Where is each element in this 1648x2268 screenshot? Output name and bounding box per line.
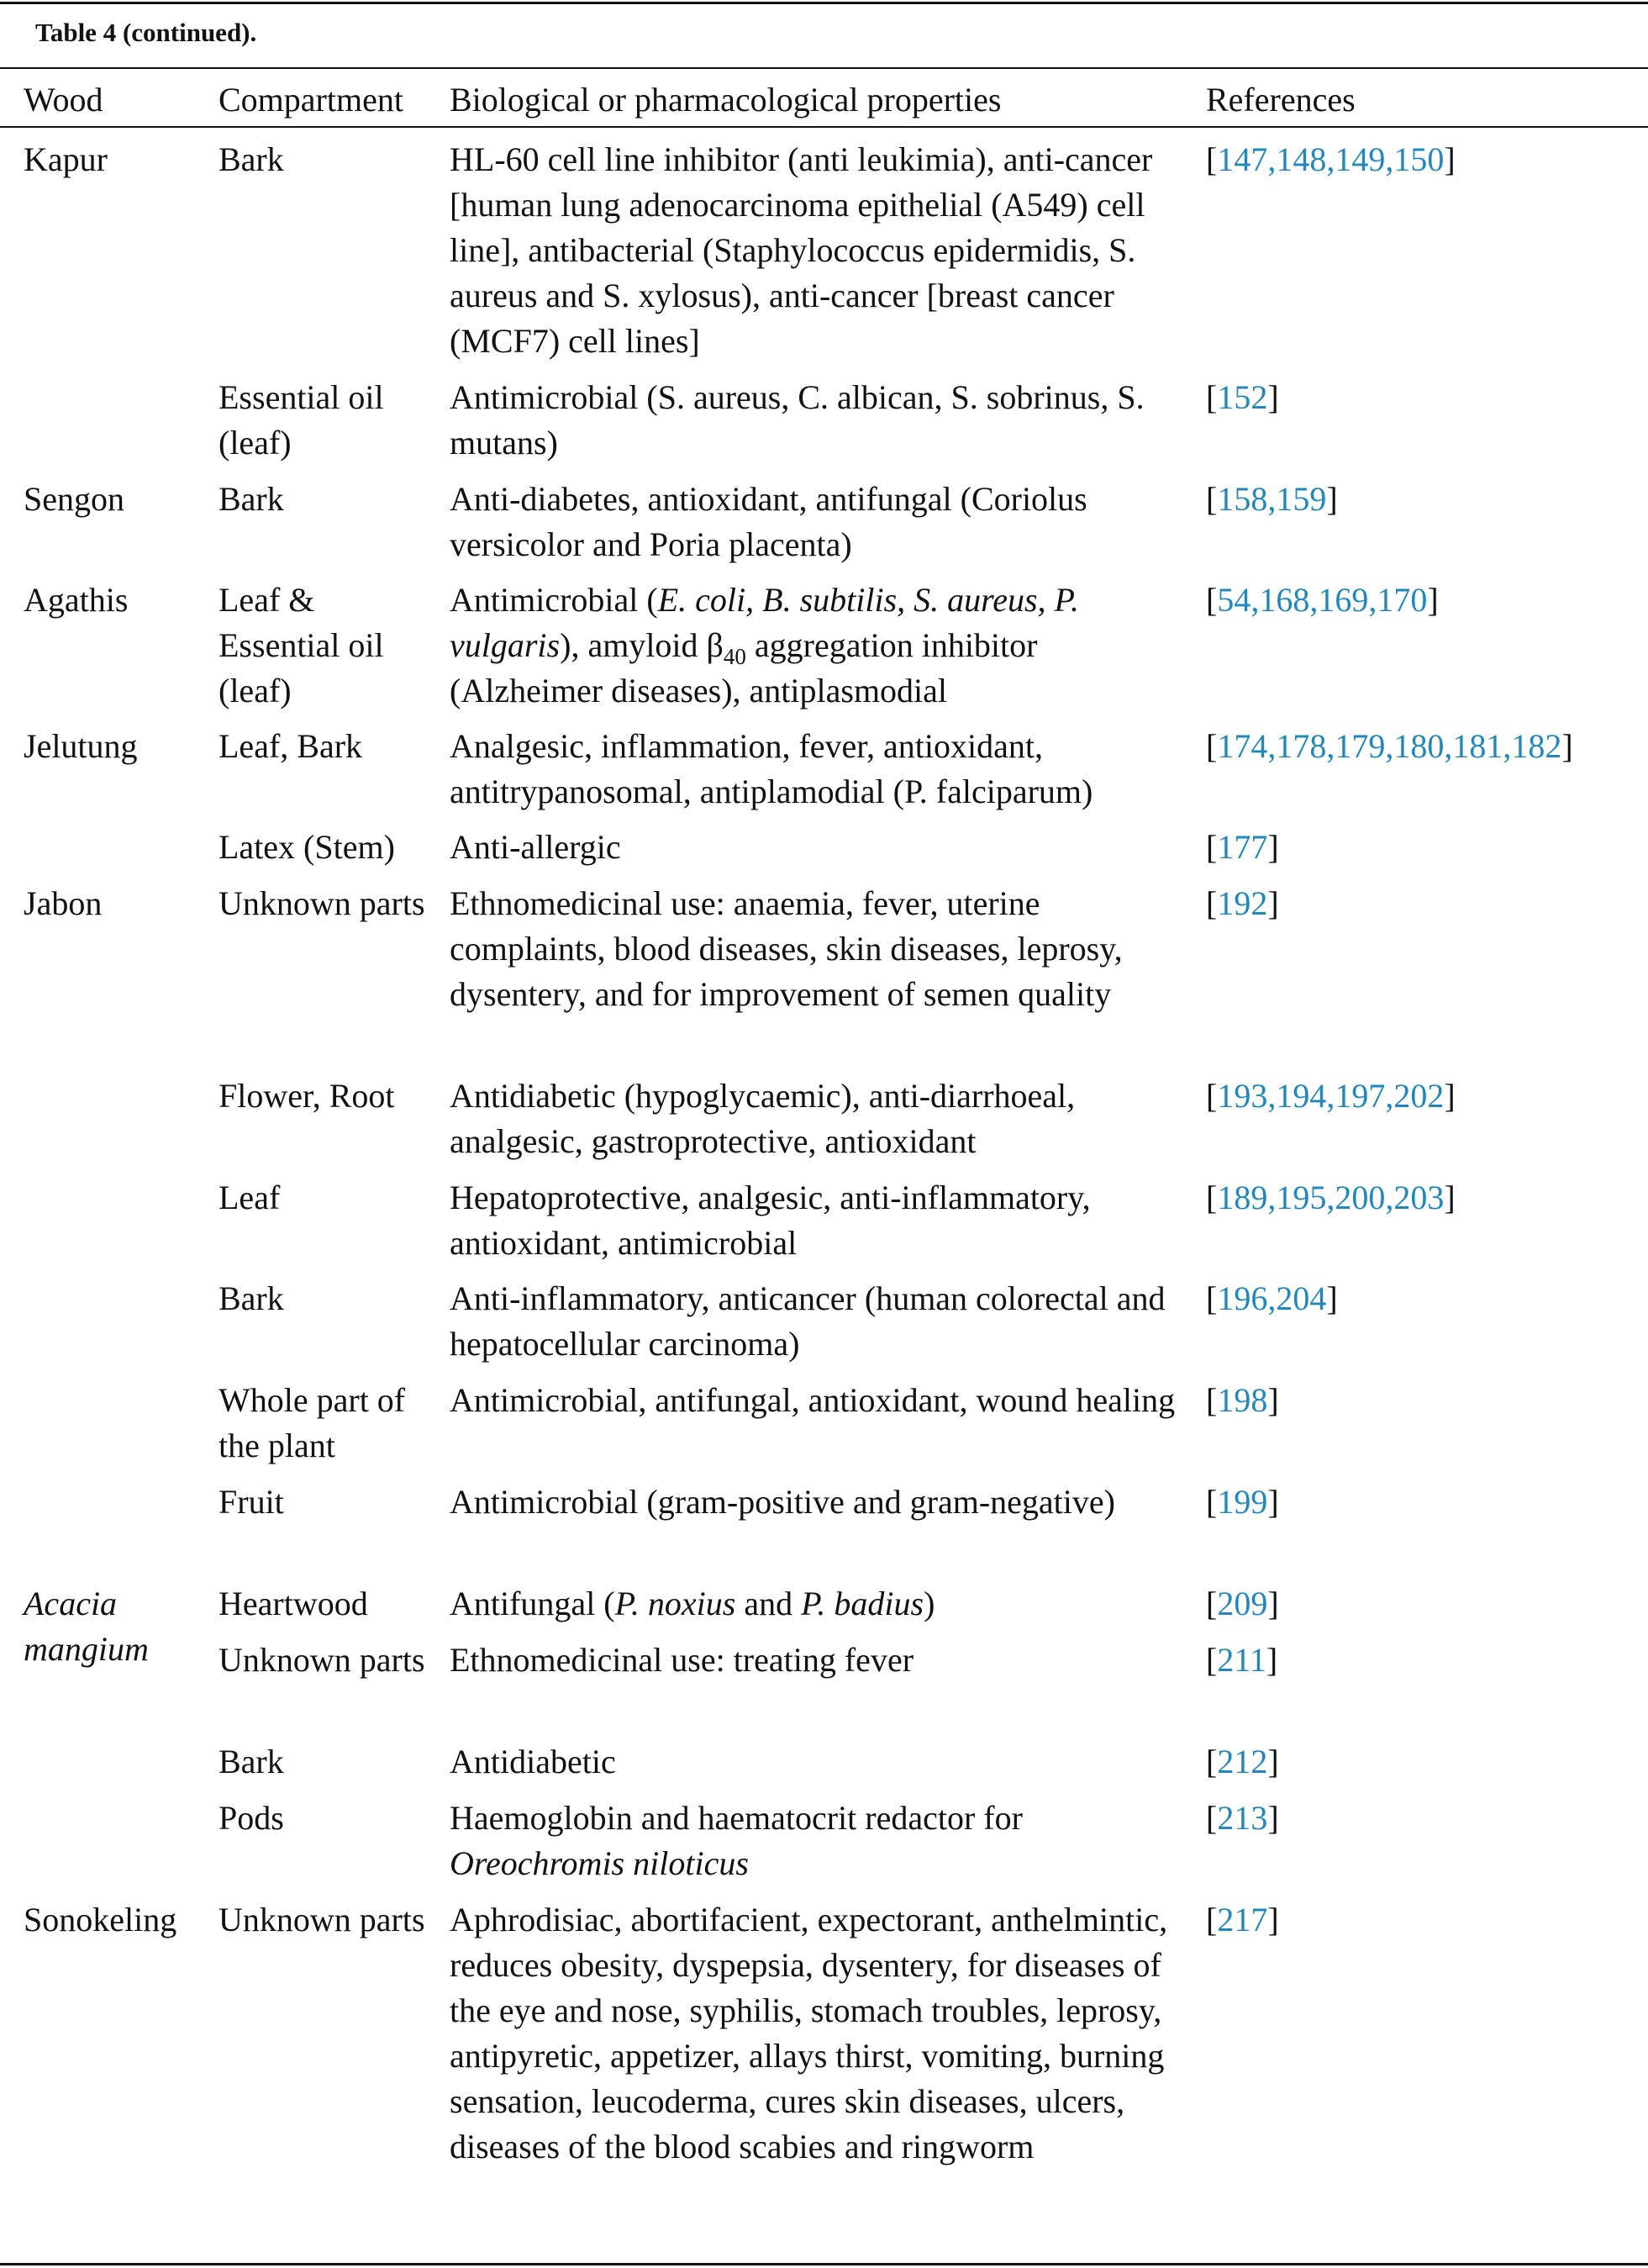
table-row (0, 1739, 1648, 1796)
compartment-cell: Latex (Stem) (219, 828, 395, 866)
properties-cell: Antimicrobial, antifungal, antioxidant, wound healing (450, 1381, 1176, 1419)
reference-links[interactable]: 213 (1217, 1799, 1268, 1837)
reference-links[interactable]: 174,178,179,180,181,182 (1217, 727, 1562, 765)
table-row (0, 477, 1648, 578)
references-cell: [174,178,179,180,181,182] (1206, 727, 1573, 765)
reference-links[interactable]: 54,168,169,170 (1217, 581, 1428, 619)
reference-links[interactable]: 211 (1217, 1641, 1266, 1679)
compartment-cell: Unknown parts (219, 1641, 425, 1679)
properties-cell: Analgesic, inflammation, fever, antioxidant, antitrypanosomal, antiplamodial (P. falciparum) (450, 727, 1093, 810)
reference-links[interactable]: 177 (1217, 828, 1268, 866)
compartment-cell: Leaf (219, 1179, 281, 1216)
compartment-cell: Unknown parts (219, 884, 425, 922)
compartment-cell: Leaf, Bark (219, 727, 363, 765)
reference-links[interactable]: 193,194,197,202 (1217, 1077, 1445, 1115)
table-row (0, 1638, 1648, 1739)
properties-cell: Antimicrobial (S. aureus, C. albican, S. sobrinus, S. mutans) (450, 378, 1145, 462)
header-references: References (1206, 81, 1356, 119)
references-cell: [217] (1206, 1901, 1279, 1938)
compartment-cell: Pods (219, 1799, 284, 1837)
table-row (0, 1073, 1648, 1175)
properties-cell: Antimicrobial (E. coli, B. subtilis, S. aureus, P. vulgaris), amyloid $\beta_{40}$ aggregation inhibitor (Alzheimer diseases), antiplasmodial (450, 581, 1079, 709)
wood-cell: Agathis (24, 581, 129, 619)
compartment-cell: Bark (219, 1279, 284, 1317)
table-row (0, 1479, 1648, 1581)
compartment-cell: Whole part of the plant (219, 1381, 406, 1464)
bottom-rule (0, 2263, 1648, 2265)
references-cell: [199] (1206, 1483, 1279, 1521)
compartment-cell: Bark (219, 1743, 284, 1780)
table-row (0, 881, 1648, 1073)
header-compartment: Compartment (219, 81, 403, 119)
references-cell: [158,159] (1206, 480, 1338, 518)
table-row (0, 375, 1648, 477)
header-properties: Biological or pharmacological properties (450, 81, 1002, 119)
references-cell: [198] (1206, 1381, 1279, 1419)
references-cell: [177] (1206, 828, 1279, 866)
reference-links[interactable]: 212 (1217, 1743, 1268, 1780)
compartment-cell: Bark (219, 480, 284, 518)
table-header (0, 77, 1648, 121)
header-rule (0, 126, 1648, 128)
references-cell: [189,195,200,203] (1206, 1179, 1456, 1216)
references-cell: [209] (1206, 1585, 1279, 1622)
table-row (0, 724, 1648, 825)
reference-links[interactable]: 209 (1217, 1585, 1268, 1622)
reference-links[interactable]: 196,204 (1217, 1279, 1327, 1317)
properties-cell: Ethnomedicinal use: anaemia, fever, uterine complaints, blood diseases, skin diseases, leprosy, dysentery, and for improvement of semen quality (450, 884, 1123, 1013)
wood-cell: Sonokeling (24, 1901, 177, 1938)
reference-links[interactable]: 147,148,149,150 (1217, 140, 1445, 178)
reference-links[interactable]: 198 (1217, 1381, 1268, 1419)
references-cell: [147,148,149,150] (1206, 140, 1456, 178)
properties-cell: Haemoglobin and haematocrit redactor for Oreochromis niloticus (450, 1799, 1023, 1882)
properties-cell: Hepatoprotective, analgesic, anti-inflammatory, antioxidant, antimicrobial (450, 1179, 1091, 1262)
caption-rule (0, 67, 1648, 69)
table-body (0, 137, 1648, 2267)
compartment-cell: Bark (219, 140, 284, 178)
properties-cell: Anti-allergic (450, 828, 621, 866)
reference-links[interactable]: 217 (1217, 1901, 1268, 1938)
table-row (0, 578, 1648, 724)
references-cell: [196,204] (1206, 1279, 1338, 1317)
reference-links[interactable]: 152 (1217, 378, 1268, 416)
reference-links[interactable]: 192 (1217, 884, 1268, 922)
table-row (0, 1175, 1648, 1276)
compartment-cell: Fruit (219, 1483, 284, 1521)
table-row (0, 825, 1648, 881)
table-row (0, 1378, 1648, 1479)
compartment-cell: Heartwood (219, 1585, 368, 1622)
table-row (0, 1897, 1648, 2267)
compartment-cell: Essential oil (leaf) (219, 378, 384, 462)
wood-cell: Kapur (24, 140, 108, 178)
properties-cell: Anti-inflammatory, anticancer (human colorectal and hepatocellular carcinoma) (450, 1279, 1166, 1363)
properties-cell: Anti-diabetes, antioxidant, antifungal (Coriolus versicolor and Poria placenta) (450, 480, 1087, 563)
references-cell: [192] (1206, 884, 1279, 922)
properties-cell: Antidiabetic (450, 1743, 616, 1780)
reference-links[interactable]: 189,195,200,203 (1217, 1179, 1445, 1216)
references-cell: [193,194,197,202] (1206, 1077, 1456, 1115)
header-wood: Wood (24, 81, 103, 119)
properties-cell: Antifungal (P. noxius and P. badius) (450, 1585, 935, 1622)
table-row (0, 1276, 1648, 1378)
reference-links[interactable]: 158,159 (1217, 480, 1327, 518)
references-cell: [211] (1206, 1641, 1278, 1679)
references-cell: [213] (1206, 1799, 1279, 1837)
wood-cell: Acacia mangium (24, 1585, 149, 1668)
references-cell: [212] (1206, 1743, 1279, 1780)
properties-cell: Antimicrobial (gram-positive and gram-negative) (450, 1483, 1115, 1521)
wood-cell: Jelutung (24, 727, 138, 765)
references-cell: [152] (1206, 378, 1279, 416)
properties-cell: Ethnomedicinal use: treating fever (450, 1641, 914, 1679)
top-rule (0, 2, 1648, 4)
wood-cell: Sengon (24, 480, 124, 518)
references-cell: [54,168,169,170] (1206, 581, 1439, 619)
compartment-cell: Unknown parts (219, 1901, 425, 1938)
reference-links[interactable]: 199 (1217, 1483, 1268, 1521)
properties-cell: HL-60 cell line inhibitor (anti leukimia), anti-cancer [human lung adenocarcinoma epithelial (A549) cell line], antibacterial (Staphylococcus epidermidis, S. aureus and S. xylosus), anti-cancer [breast cancer (MCF7) cell lines] (450, 140, 1153, 360)
wood-cell: Jabon (24, 884, 103, 922)
compartment-cell: Flower, Root (219, 1077, 395, 1115)
compartment-cell: Leaf & Essential oil (leaf) (219, 581, 384, 709)
table-row (0, 137, 1648, 375)
properties-cell: Aphrodisiac, abortifacient, expectorant, anthelmintic, reduces obesity, dyspepsia, dysentery, for diseases of the eye and nose, syphilis, stomach troubles, leprosy, antipyretic, appetizer, allays thirst, vomiting, burning sensation, leucoderma, cures skin diseases, ulcers, diseases of the blood scabies and ringworm (450, 1901, 1168, 2165)
properties-cell: Antidiabetic (hypoglycaemic), anti-diarrhoeal, analgesic, gastroprotective, antioxidant (450, 1077, 1076, 1160)
table-row (0, 1796, 1648, 1897)
table-caption: Table 4 (continued). (35, 18, 257, 47)
